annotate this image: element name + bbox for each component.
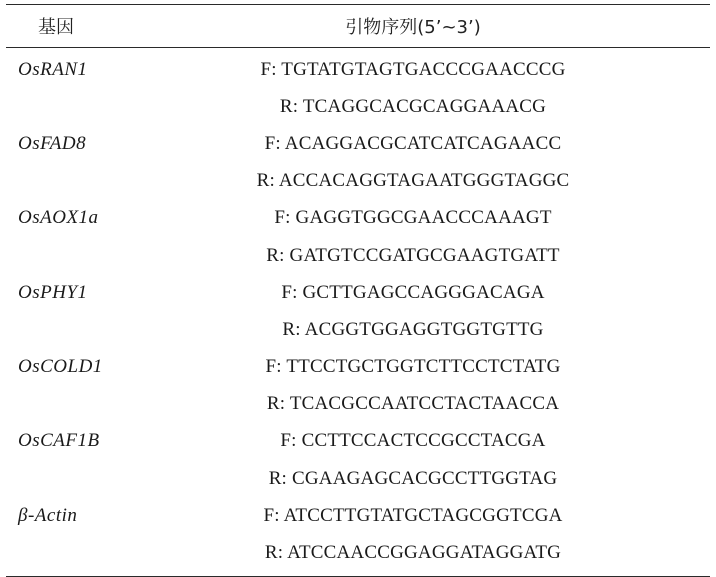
- reverse-primer: R: ACCACAGGTAGAATGGGTAGGC: [256, 170, 570, 192]
- forward-primer: F: CCTTCCACTCCGCCTACGA: [280, 430, 546, 452]
- table-row: [6, 534, 710, 571]
- table-row: [6, 423, 710, 460]
- bottom-rule: [6, 576, 710, 577]
- reverse-primer: R: CGAAGAGCACGCCTTGGTAG: [268, 467, 558, 489]
- table-row: [6, 51, 710, 88]
- reverse-primer: R: TCAGGCACGCAGGAAACG: [279, 95, 547, 117]
- table-row: [6, 274, 710, 311]
- gene-name: OsFAD8: [18, 132, 87, 154]
- forward-primer: F: ACAGGACGCATCATCAGAACC: [264, 132, 562, 154]
- table-body: [6, 48, 710, 576]
- gene-name: β-Actin: [18, 504, 78, 526]
- reverse-primer: R: GATGTCCGATGCGAAGTGATT: [266, 244, 560, 266]
- reverse-primer: R: TCACGCCAATCCTACTAACCA: [266, 393, 560, 415]
- primer-table: [6, 4, 710, 577]
- table-row: [6, 311, 710, 348]
- gene-name: OsRAN1: [18, 58, 88, 80]
- gene-name: OsCOLD1: [18, 356, 103, 378]
- reverse-primer: R: ATCCAACCGGAGGATAGGATG: [264, 542, 562, 564]
- reverse-primer: R: ACGGTGGAGGTGGTGTTG: [282, 318, 544, 340]
- forward-primer: F: GAGGTGGCGAACCCAAAGT: [274, 207, 552, 229]
- table-row: [6, 200, 710, 237]
- table-row: [6, 125, 710, 162]
- table-row: [6, 497, 710, 534]
- table-row: [6, 163, 710, 200]
- table-header: [6, 5, 710, 47]
- header-primer: 引物序列(5’~3’): [345, 17, 481, 38]
- table-row: [6, 237, 710, 274]
- table-row: [6, 460, 710, 497]
- table-row: [6, 88, 710, 125]
- table-row: [6, 349, 710, 386]
- forward-primer: F: ATCCTTGTATGCTAGCGGTCGA: [263, 504, 563, 526]
- forward-primer: F: TTCCTGCTGGTCTTCCTCTATG: [265, 356, 561, 378]
- forward-primer: F: GCTTGAGCCAGGGACAGA: [281, 281, 545, 303]
- header-gene: 基因: [38, 17, 74, 38]
- table-row: [6, 386, 710, 423]
- gene-name: OsAOX1a: [18, 207, 99, 229]
- gene-name: OsPHY1: [18, 281, 88, 303]
- forward-primer: F: TGTATGTAGTGACCCGAACCCG: [260, 58, 566, 80]
- gene-name: OsCAF1B: [18, 430, 100, 452]
